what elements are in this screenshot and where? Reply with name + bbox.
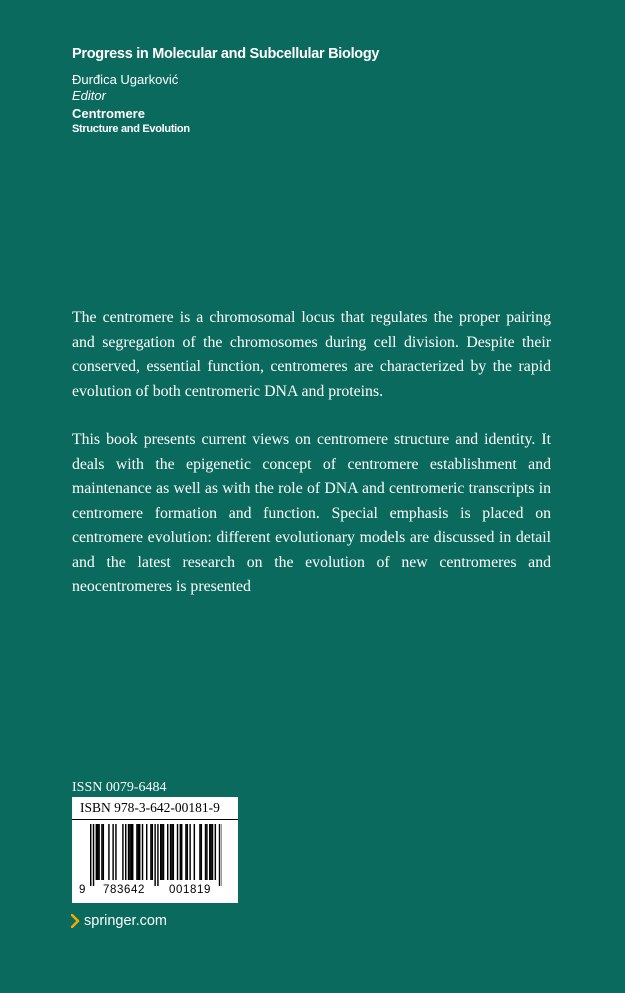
barcode-bar — [146, 824, 147, 880]
barcode-bar — [187, 824, 188, 880]
barcode-bar — [173, 824, 174, 880]
barcode-bar — [157, 824, 158, 886]
barcode-bar — [181, 824, 182, 880]
book-description — [72, 306, 551, 600]
barcode-bar — [212, 824, 213, 880]
barcode-icon — [90, 824, 222, 886]
book-title: Centromere — [72, 106, 145, 121]
barcode-bar — [163, 824, 164, 880]
barcode-bar — [160, 824, 161, 880]
barcode-bar — [142, 824, 143, 880]
barcode-bar — [199, 824, 200, 880]
barcode-bar — [139, 824, 140, 880]
description-paragraph-2: This book presents current views on centromere structure and identity. It deals with the epigenetic concept of centromere establishment and maintenance as well as with the role of DNA and centromeric transcripts in centromere formation and function. Special emphasis is placed on centromere evolution: different evolutionary models are discussed in detail and the latest research on the evolution of new centromeres and neocentromeres is presented — [72, 431, 551, 595]
barcode-bar — [161, 824, 162, 880]
barcode-bar — [215, 824, 216, 880]
barcode-bar — [112, 824, 113, 880]
series-title: Progress in Molecular and Subcellular Biology — [72, 46, 380, 62]
barcode-bar — [177, 824, 178, 880]
isbn-number: ISBN 978-3-642-00181-9 — [80, 800, 220, 815]
barcode-bar — [154, 824, 155, 886]
barcode-bar — [132, 824, 133, 880]
barcode-bar — [150, 824, 151, 880]
barcode-bar — [122, 824, 123, 880]
barcode-bar — [206, 824, 207, 880]
issn-number: ISSN 0079-6484 — [72, 780, 167, 795]
barcode-bar — [101, 824, 102, 880]
barcode-bar — [136, 824, 137, 880]
barcode-bar — [185, 824, 186, 880]
barcode-bar — [205, 824, 206, 880]
barcode-left-digits: 783642 — [103, 884, 145, 896]
barcode-bar — [219, 824, 220, 886]
barcode-bar — [194, 824, 195, 880]
barcode-bar — [167, 824, 168, 880]
barcode-bar — [98, 824, 99, 880]
barcode-lead-digit: 9 — [79, 884, 86, 896]
book-subtitle: Structure and Evolution — [72, 123, 190, 135]
barcode-bar — [129, 824, 130, 880]
barcode-bar — [138, 824, 139, 880]
barcode-bar — [201, 824, 202, 880]
barcode-bar — [210, 824, 211, 880]
barcode-bar — [152, 824, 153, 880]
barcode-bar — [128, 824, 129, 880]
barcode-bar — [103, 824, 104, 880]
editor-role: Editor — [72, 88, 106, 103]
publisher-url[interactable]: springer.com — [84, 913, 168, 929]
barcode-bar — [209, 824, 210, 880]
barcode-bar — [93, 824, 94, 886]
barcode-bar — [97, 824, 98, 880]
isbn-divider — [72, 819, 238, 820]
barcode-right-digits: 001819 — [169, 884, 211, 896]
publisher-link[interactable] — [71, 912, 167, 930]
description-paragraph-1: The centromere is a chromosomal locus that regulates the proper pairing and segregation of the chromosomes during cell division. Despite their conserved, essential function, centromeres are characterized by the rapid evolution of both centromeric DNA and proteins. — [72, 309, 551, 400]
barcode-bar — [125, 824, 126, 880]
barcode-bar — [180, 824, 181, 880]
cover-header — [72, 44, 552, 136]
barcode-bar — [189, 824, 190, 880]
barcode-label — [72, 797, 238, 903]
barcode-bar — [170, 824, 171, 880]
barcode-bar — [90, 824, 91, 886]
chevron-right-icon — [71, 914, 80, 928]
editor-name: Đurđica Ugarković — [72, 72, 179, 87]
barcode-bar — [96, 824, 97, 880]
barcode-bar — [131, 824, 132, 880]
barcode-bar — [108, 824, 109, 880]
barcode-bar — [171, 824, 172, 880]
barcode-bar — [115, 824, 116, 880]
